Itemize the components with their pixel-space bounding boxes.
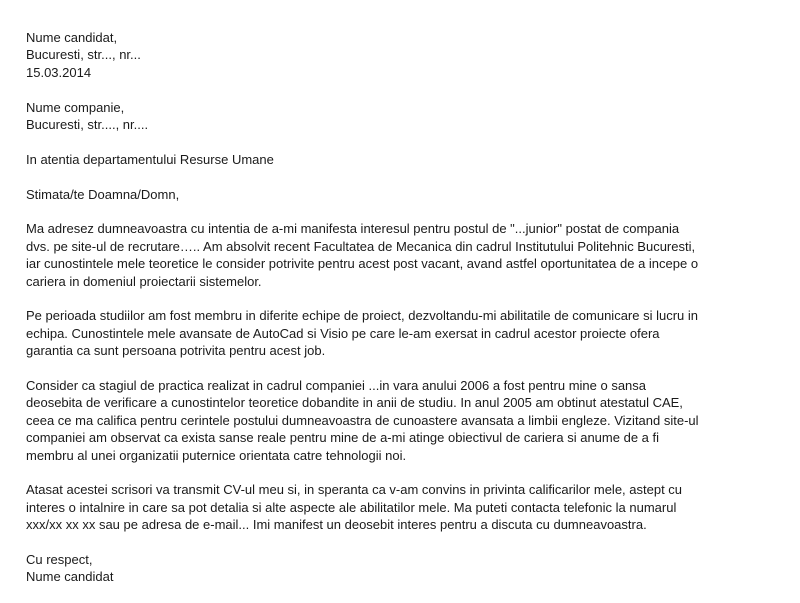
- cover-letter: [26, 29, 776, 603]
- paragraph-line: Pe perioada studiilor am fost membru in diferite echipe de proiect, dezvoltandu-mi abilitatile de comunicare si lucru in: [26, 308, 699, 324]
- salutation-text: Stimata/te Doamna/Domn,: [26, 186, 180, 202]
- paragraph-line: Ma adresez dumneavoastra cu intentia de a-mi manifesta interesul pentru postul de "...junior" postat de compania: [26, 221, 680, 237]
- paragraph-line: companiei am observat ca exista sanse reale pentru mine de a-mi atinge obiectivul de cariera si anume de a fi: [26, 430, 660, 446]
- recipient-address: Bucuresti, str...., nr....: [26, 117, 149, 133]
- sender-address: Bucuresti, str..., nr...: [26, 47, 141, 63]
- sender-name: Nume candidat,: [26, 30, 118, 45]
- salutation: [26, 186, 776, 203]
- attention-line: [26, 151, 776, 168]
- paragraph-line: xxx/xx xx xx sau pe adresa de e-mail... Imi manifest un deosebit interes pentru a discuta cu dumneavoastra.: [26, 517, 647, 533]
- paragraph-line: ceea ce ma califica pentru cerintele postului dumneavoastra de cunoastere avansata a limbii engleze. Vizitand site-ul: [26, 412, 699, 428]
- paragraph-intro: [26, 220, 776, 290]
- closing-name: Nume candidat: [26, 569, 114, 585]
- paragraph-line: membru al unei organizatii puternice orientata catre tehnologii noi.: [26, 447, 407, 463]
- paragraph-internship: [26, 377, 776, 464]
- paragraph-line: dvs. pe site-ul de recrutare….. Am absolvit recent Facultatea de Mecanica din cadrul Institutului Politehnic Bucuresti,: [26, 238, 696, 254]
- paragraph-line: Consider ca stagiul de practica realizat in cadrul companiei ...in vara anului 2006 a fost pentru mine o sansa: [26, 378, 647, 394]
- paragraph-line: echipa. Cunostintele mele avansate de AutoCad si Visio pe care le-am exersat in cadrul acestor proiecte ofera: [26, 325, 660, 341]
- paragraph-line: iar cunostintele mele teoretice le consider potrivite pentru acest post vacant, avand astfel oportunitatea de a incepe o: [26, 256, 699, 272]
- paragraph-line: interes o intalnire in care sa pot detalia si alte aspecte ale abilitatilor mele. Ma puteti contacta telefonic la numarul: [26, 499, 677, 515]
- paragraph-line: Atasat acestei scrisori va transmit CV-ul meu si, in speranta ca v-am convins in privinta calificarilor mele, astept cu: [26, 482, 683, 498]
- paragraph-studies: [26, 307, 776, 359]
- attention-text: In atentia departamentului Resurse Umane: [26, 151, 274, 167]
- letter-date: 15.03.2014: [26, 64, 92, 80]
- closing-phrase: Cu respect,: [26, 552, 93, 568]
- recipient-block: [26, 99, 776, 134]
- sender-block: [26, 29, 776, 81]
- paragraph-line: garantia ca sunt persoana potrivita pentru acest job.: [26, 343, 326, 359]
- paragraph-line: cariera in domeniul proiectarii sistemelor.: [26, 273, 262, 289]
- recipient-company: Nume companie,: [26, 99, 125, 115]
- paragraph-line: deosebita de verificare a cunostintelor teoretice dobandite in anii de studiu. In anul 2005 am obtinut atestatul CAE,: [26, 395, 683, 411]
- closing-block: [26, 551, 776, 586]
- paragraph-contact: [26, 481, 776, 533]
